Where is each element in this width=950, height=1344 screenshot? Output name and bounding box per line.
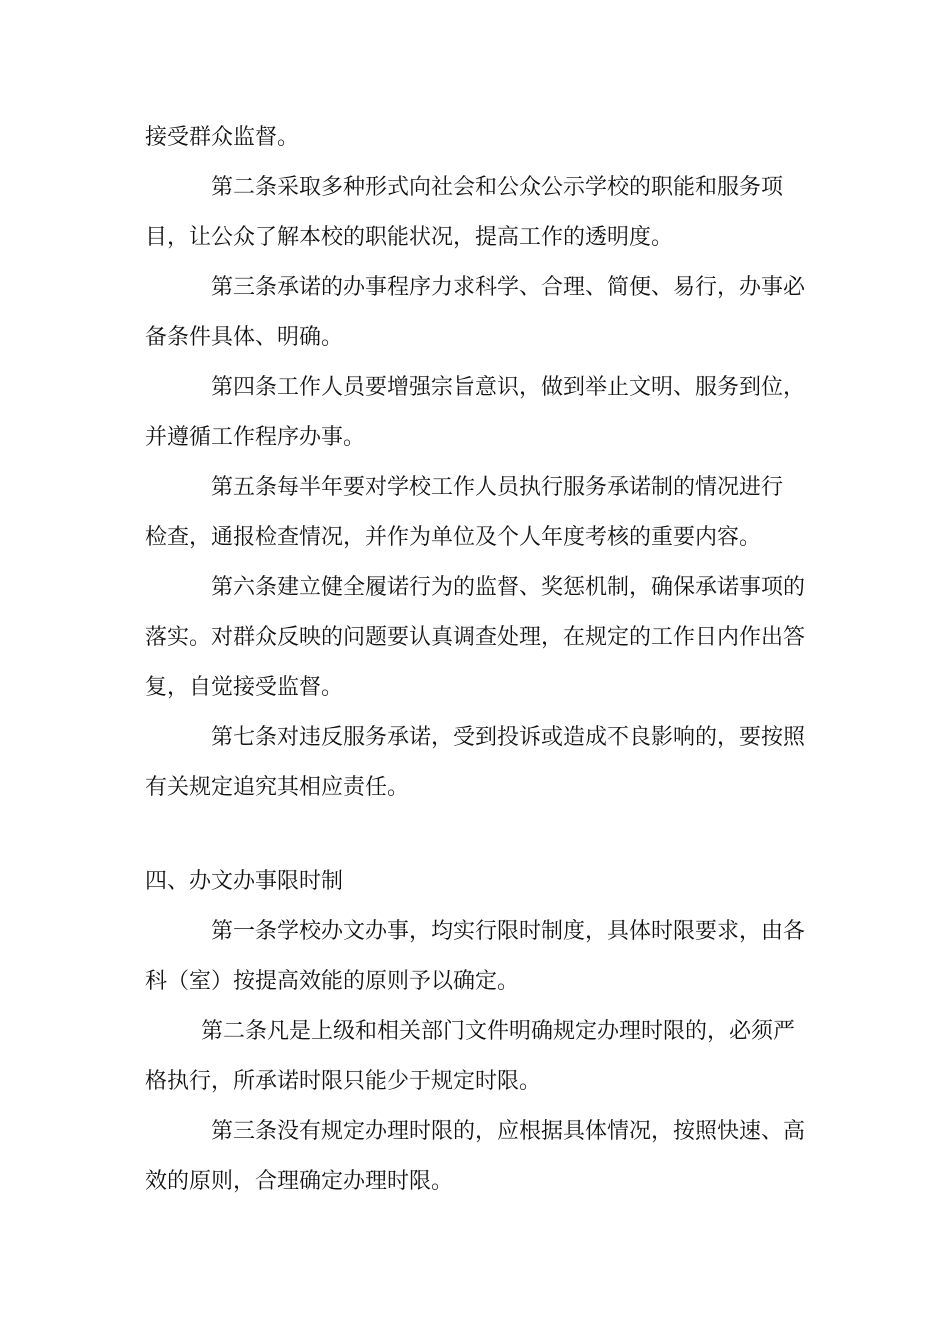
paragraph-line: 第六条建立健全履诺行为的监督、奖惩机制，确保承诺事项的 [211,575,806,600]
paragraph-line: 第一条学校办文办事，均实行限时制度，具体时限要求，由各 [211,919,806,944]
paragraph-line: 第二条凡是上级和相关部门文件明确规定办理时限的，必须严 [201,1019,796,1044]
paragraph-line: 目，让公众了解本校的职能状况，提高工作的透明度。 [145,225,674,250]
paragraph-line: 落实。对群众反映的问题要认真调查处理，在规定的工作日内作出答 [145,625,806,650]
paragraph-line: 格执行，所承诺时限只能少于规定时限。 [145,1069,542,1094]
paragraph-line: 复，自觉接受监督。 [145,675,344,700]
paragraph-line: 第五条每半年要对学校工作人员执行服务承诺制的情况进行 [211,475,784,500]
paragraph-line: 效的原则，合理确定办理时限。 [145,1169,454,1194]
paragraph-line: 第七条对违反服务承诺，受到投诉或造成不良影响的，要按照 [211,725,806,750]
paragraph-line: 科（室）按提高效能的原则予以确定。 [145,969,520,994]
paragraph-line: 备条件具体、明确。 [145,325,344,350]
paragraph-line: 第三条承诺的办事程序力求科学、合理、简便、易行，办事必 [211,275,806,300]
section-gap [145,813,810,857]
paragraph-line: 第三条没有规定办理时限的，应根据具体情况，按照快速、高 [211,1119,806,1144]
paragraph-line: 第二条采取多种形式向社会和公众公示学校的职能和服务项 [211,175,784,200]
section-heading: 四、办文办事限时制 [145,869,344,894]
paragraph-line: 有关规定追究其相应责任。 [145,775,410,800]
paragraph-line: 接受群众监督。 [145,125,300,150]
document-body [145,113,810,1207]
paragraph-line: 检查，通报检查情况，并作为单位及个人年度考核的重要内容。 [145,525,762,550]
paragraph-line: 并遵循工作程序办事。 [145,425,366,450]
paragraph-line: 第四条工作人员要增强宗旨意识，做到举止文明、服务到位， [211,375,806,400]
